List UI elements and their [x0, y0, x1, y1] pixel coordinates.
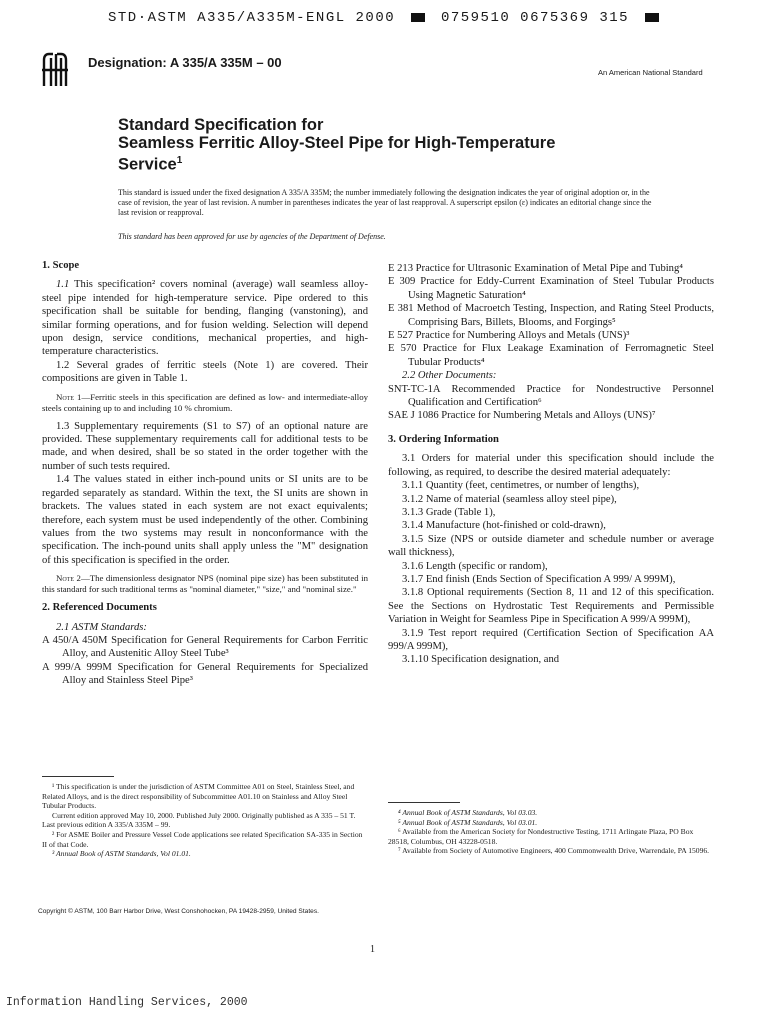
reference-snt: SNT-TC-1A Recommended Practice for Nondestructive Personnel Qualification and Certification⁶ [388, 383, 714, 409]
stamp-number: 0675369 315 [520, 10, 630, 26]
section-heading-ordering-information: 3. Ordering Information [388, 433, 499, 445]
footnote: ⁵ Annual Book of ASTM Standards, Vol 03.01. [398, 817, 538, 827]
note-2: Note 2—The dimensionless designator NPS (nominal pipe size) has been substituted in this standard for such traditional terms as "nominal diameter," "size," and "nominal size." [42, 573, 368, 595]
footnote: ⁴ Annual Book of ASTM Standards, Vol 03.03. [398, 808, 538, 817]
copyright-line: Copyright © ASTM, 100 Barr Harbor Drive, West Conshohocken, PA 19428-2959, United States. [38, 908, 319, 915]
reference-e570: E 570 Practice for Flux Leakage Examination of Ferromagnetic Steel Tubular Products⁴ [388, 343, 714, 368]
ordering-item: 3.1.10 Specification designation, and [402, 654, 560, 666]
stamp-block-icon [411, 13, 425, 22]
defense-approval: This standard has been approved for use by agencies of the Department of Defense. [118, 232, 386, 241]
subsection-astm-standards: 2.1 ASTM Standards: [56, 621, 147, 633]
document-stamp [108, 10, 665, 26]
title-text: Service [118, 155, 177, 174]
section-heading-scope: 1. Scope [42, 260, 80, 271]
title-footnote-ref: 1 [176, 155, 183, 166]
reference-e309: E 309 Practice for Eddy-Current Examination of Steel Tubular Products Using Magnetic Saturation⁴ [388, 276, 714, 301]
paragraph-1-4: 1.4 The values stated in either inch-pound units or SI units are to be regarded separately as standard. Within the text, the SI units are shown in brackets. The values stated in each system are not exact equivalents; therefore, each system must be used independently of the other. Combining values from the two systems may result in nonconformance with the specification. The inch-pound units shall apply unless the "M" designation of this specification is specified in the order. [42, 474, 368, 566]
ordering-item: 3.1.3 Grade (Table 1), [402, 506, 496, 518]
subsection-other-documents: 2.2 Other Documents: [402, 370, 497, 382]
designation: Designation: A 335/A 335M – 00 [88, 55, 282, 70]
ordering-item: 3.1.9 Test report required (Certification Section of Specification AA 999/A 999M), [388, 627, 714, 652]
stamp-doc-id: STD·ASTM A335/A335M-ENGL 2000 [108, 10, 396, 26]
title-line: Standard Specification for [118, 116, 324, 134]
footnote: ⁶ Available from the American Society for Nondestructive Testing, 1711 Arlingate Plaza, PO Box 28518, Columbus, OH 43228-0518. [388, 827, 694, 846]
footnote: ² For ASME Boiler and Pressure Vessel Code applications see related Specification SA-335 in Section II of that Code. [42, 829, 363, 849]
section-heading-referenced-documents: 2. Referenced Documents [42, 602, 157, 614]
astm-logo-icon [40, 50, 70, 90]
footnote: ¹ This specification is under the jurisdiction of ASTM Committee A01 on Steel, Stainless Steel, and Related Alloys, and is the direct responsibility of Subcommittee A01.10 on Stainless and Alloy Steel Tubular Products. [42, 782, 355, 811]
paragraph-3-1: 3.1 Orders for material under this specification should include the following, as required, to describe the desired material adequately: [388, 453, 714, 478]
page-title [118, 116, 638, 174]
note-1: Note 1—Ferritic steels in this specification are defined as low- and intermediate-alloy steels containing up to and including 10 % chromium. [42, 391, 368, 413]
left-column [42, 255, 368, 688]
reference-sae: SAE J 1086 Practice for Numbering Metals and Alloys (UNS)⁷ [388, 410, 656, 422]
stamp-number: 0759510 [440, 10, 511, 26]
title-line [118, 152, 638, 174]
footnote-divider [42, 776, 114, 777]
ordering-item: 3.1.4 Manufacture (hot-finished or cold-drawn), [402, 520, 606, 532]
footnote: ³ Annual Book of ASTM Standards, Vol 01.01. [52, 849, 191, 859]
ordering-item: 3.1.1 Quantity (feet, centimetres, or number of lengths), [402, 480, 640, 492]
reference-e381: E 381 Method of Macroetch Testing, Inspection, and Rating Steel Products, Comprising Bars, Billets, Blooms, and Forgings⁵ [388, 303, 714, 328]
standard-intro: This standard is issued under the fixed designation A 335/A 335M; the number immediately following the designation indicates the year of original adoption or, in the case of revision, the year of last revision. A number in parentheses indicates the year of last reapproval. A superscript epsilon (ε) indicates an editorial change since the last revision or reapproval. [118, 188, 652, 217]
footnotes-right [388, 808, 714, 856]
stamp-block-icon [645, 13, 659, 22]
provider-line: Information Handling Services, 2000 [6, 996, 248, 1009]
footnote: Current edition approved May 10, 2000. Published July 2000. Originally published as A 335 – 51 T. Last previous edition A 335/A 335M – 99. [42, 810, 356, 830]
right-column [388, 262, 714, 667]
title-line: Seamless Ferritic Alloy-Steel Pipe for High-Temperature [118, 134, 556, 152]
paragraph-1-3: 1.3 Supplementary requirements (S1 to S7) of an optional nature are provided. These supplementary requirements call for additional tests to be made, and when desired, shall be so stated in the order together with the number of such tests required. [42, 420, 368, 472]
reference-e213: E 213 Practice for Ultrasonic Examination of Metal Pipe and Tubing⁴ [388, 263, 683, 274]
ordering-item: 3.1.8 Optional requirements (Section 8, 11 and 12 of this specification. See the Sections on Hydrostatic Test Requirements and Permissible Variation in Weight for Seamless Pipe in Specification A 999/A 999M), [388, 587, 714, 626]
reference-a450: A 450/A 450M Specification for General Requirements for Carbon Ferritic Alloy, and Austenitic Alloy Steel Tube³ [42, 634, 368, 660]
reference-e527: E 527 Practice for Numbering Alloys and Metals (UNS)³ [388, 330, 630, 342]
ordering-item: 3.1.6 Length (specific or random), [402, 560, 548, 572]
ordering-item: 3.1.2 Name of material (seamless alloy steel pipe), [402, 493, 617, 505]
ordering-item: 3.1.7 End finish (Ends Section of Specification A 999/ A 999M), [402, 573, 676, 585]
american-national-standard: An American National Standard [598, 68, 703, 77]
page-number: 1 [370, 944, 375, 955]
reference-a999: A 999/A 999M Specification for General Requirements for Specialized Alloy and Stainless Steel Pipe³ [42, 661, 368, 687]
footnote: ⁷ Available from Society of Automotive Engineers, 400 Commonwealth Drive, Warrendale, PA 15096. [398, 846, 710, 856]
footnotes-left [42, 782, 366, 859]
footnote-divider [388, 802, 460, 803]
ordering-item: 3.1.5 Size (NPS or outside diameter and schedule number or average wall thickness), [388, 533, 714, 559]
paragraph-1-1: 1.1 This specification² covers nominal (average) wall seamless alloy-steel pipe intended for high-temperature service. Pipe ordered to this specification shall be suitable for bending, flanging (vanstoning), and similar forming operations, and for fusion welding. Selection will depend upon design, service conditions, mechanical properties, and high-temperature characteristics. [42, 279, 368, 358]
paragraph-1-2: 1.2 Several grades of ferritic steels (Note 1) are covered. Their compositions are given in Table 1. [42, 359, 368, 385]
